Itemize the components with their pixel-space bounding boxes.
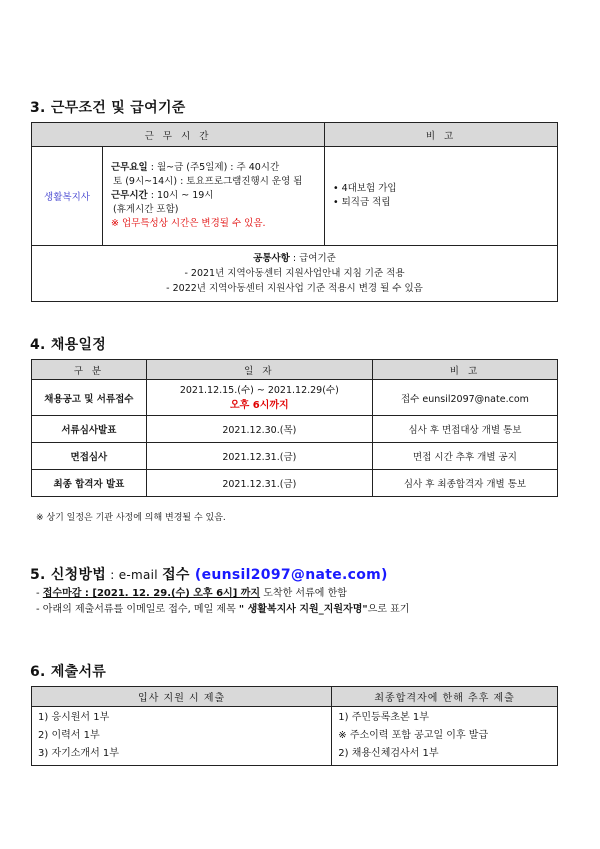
schedule-header-date: 일 자 [146,360,372,380]
section-3-title: 3. 근무조건 및 급여기준 [30,100,186,116]
section-5-title [30,564,388,584]
docs-header-final: 최종합격자에 한해 추후 제출 [332,687,558,707]
table-row [32,416,558,443]
work-conditions-table [31,122,558,302]
row-label: 채용공고 및 서류접수 [32,380,147,416]
table-row [32,470,558,497]
list-item: 1) 주민등록초본 1부 [338,712,429,723]
section-5-heading: 5. 신청방법 [30,567,107,583]
common-value: : 급여기준 [289,253,336,264]
row-label: 서류심사발표 [32,416,147,443]
section-5-email: (eunsil2097@nate.com) [189,567,388,583]
break-line: (휴게시간 포함) [113,204,179,215]
common-notes-cell [32,246,558,302]
mail-suffix: 으로 표기 [367,604,410,615]
workday-value: : 월~금 (주5일제) : 주 40시간 [147,162,280,173]
section-6-title: 6. 제출서류 [30,664,107,680]
benefits-cell [325,147,558,246]
worktime-label: 근무시간 [111,190,148,201]
list-item: ※ 주소이력 포함 공고일 이후 발급 [338,730,489,741]
row-label: 면접심사 [32,443,147,470]
docs-header-apply: 입사 지원 시 제출 [32,687,332,707]
row-label: 최종 합격자 발표 [32,470,147,497]
row-note: 면접 시간 추후 개별 공지 [372,443,557,470]
docs-final-list [332,707,558,766]
table-row [32,380,558,416]
list-item: 2) 이력서 1부 [38,730,100,741]
row-deadline: 오후 6시까지 [229,399,289,411]
row-date: 2021.12.31.(금) [146,443,372,470]
common-line-1: - 2021년 지역아동센터 지원사업안내 지침 기준 적용 [184,268,405,279]
row-date: 2021.12.31.(금) [146,470,372,497]
col-note-header: 비 고 [325,123,558,147]
table-row [32,443,558,470]
schedule-footnote: ※ 상기 일정은 기관 사정에 의해 변경될 수 있음. [36,513,226,523]
list-item [36,602,409,618]
row-date: 2021.12.30.(목) [146,416,372,443]
deadline-text: 접수마감 : [2021. 12. 29.(수) 오후 6시] 까지 [42,588,261,599]
section-5-submit: 접수 [162,567,190,583]
schedule-header-category: 구 분 [32,360,147,380]
section-5-method: : e-mail [106,568,163,582]
row-note: 접수 eunsil2097@nate.com [372,380,557,416]
mail-instruction: - 아래의 제출서류를 이메일로 접수, 메일 제목 [36,604,239,615]
hours-cell [103,147,325,246]
col-hours-header: 근 무 시 간 [32,123,325,147]
list-item: 2) 채용신체검사서 1부 [338,748,439,759]
list-item: 1) 응시원서 1부 [38,712,110,723]
schedule-table [31,359,558,497]
hours-warning: ※ 업무특성상 시간은 변경될 수 있음. [111,218,266,229]
deadline-suffix: 도착한 서류에 한함 [260,588,347,599]
role-cell: 생활복지사 [32,147,103,246]
row-date-range: 2021.12.15.(수) ~ 2021.12.29(수) [179,384,339,396]
benefit-severance: • 퇴직금 적립 [333,197,391,208]
mail-subject: " 생활복지사 지원_지원자명" [238,604,368,615]
worktime-value: : 10시 ~ 19시 [147,190,214,201]
workday-label: 근무요일 [111,162,148,173]
docs-apply-list [32,707,332,766]
bullet: - [36,588,43,599]
list-item: 3) 자기소개서 1부 [38,748,119,759]
common-line-2: - 2022년 지역아동센터 지원사업 기준 적용시 변경 될 수 있음 [166,283,423,294]
saturday-line: 토 (9시~14시) : 토요프로그램진행시 운영 됨 [113,176,303,187]
section-4-title: 4. 채용일정 [30,337,107,353]
documents-table [31,686,558,766]
row-date [146,380,372,416]
apply-instructions [36,586,409,618]
schedule-header-note: 비 고 [372,360,557,380]
row-note: 심사 후 최종합격자 개별 통보 [372,470,557,497]
benefit-insurance: • 4대보험 가입 [333,183,397,194]
list-item [36,586,409,602]
common-label: 공통사항 [253,253,290,264]
row-note: 심사 후 면접대상 개별 통보 [372,416,557,443]
